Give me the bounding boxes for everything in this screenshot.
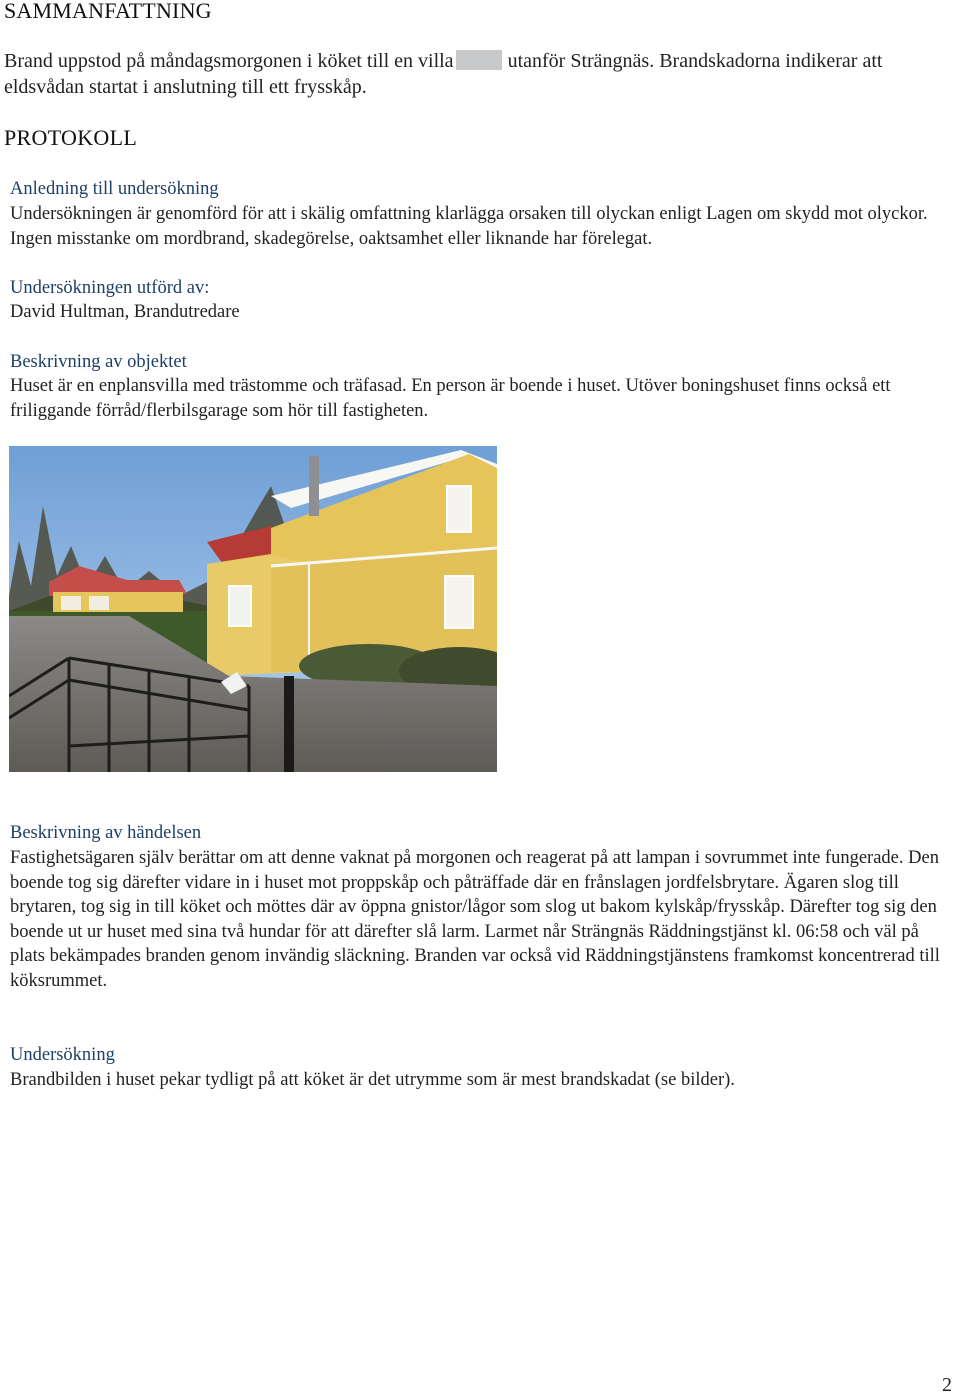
- summary-text-before: Brand uppstod på måndagsmorgonen i köket till en villa: [4, 50, 454, 72]
- section-title-investigator: Undersökningen utförd av:: [10, 278, 210, 298]
- section-text-investigator: David Hultman, Brandutredare: [10, 302, 240, 322]
- redacted-block: [456, 50, 502, 70]
- section-text-event: Fastighetsägaren själv berättar om att denne vaknat på morgonen och reagerat på att lampan i sovrummet inte fungerade. Den boende tog sig därefter vidare in i huset mot proppskåp och påträffade där en frånslagen jordfelsbrytare. Ägaren slog till brytaren, tog sig in till köket och möttes där av öppna gnistor/lågor som slog ut bakom kylskåp/frysskåp. Därefter tog sig den boende ut ur huset med sina två hundar för att därefter slå larm. Larmet når Strängnäs Räddningstjänst kl. 06:58 och väl på plats bekämpades branden genom invändig släckning. Branden var också vid Räddningstjänstens framkomst koncentrerad till köksrummet.: [10, 848, 940, 991]
- protocol-heading: PROTOKOLL: [4, 125, 138, 150]
- section-text-investigation: Brandbilden i huset pekar tydligt på att köket är det utrymme som är mest brandskadat (se bilder).: [10, 1070, 735, 1090]
- section-title-investigation: Undersökning: [10, 1045, 115, 1065]
- house-photo-illustration: [9, 446, 497, 772]
- summary-paragraph: [4, 48, 956, 100]
- section-title-event: Beskrivning av händelsen: [10, 823, 202, 843]
- house-photo: [9, 446, 497, 772]
- section-title-reason: Anledning till undersökning: [10, 179, 219, 199]
- summary-text-after: utanför Strängnäs. Brandskadorna indikerar att eldsvådan startat i anslutning till ett frysskåp.: [4, 50, 883, 98]
- section-text-object: Huset är en enplansvilla med trästomme och träfasad. En person är boende i huset. Utöver boningshuset finns också ett friliggande förråd/flerbilsgarage som hör till fastigheten.: [10, 376, 891, 421]
- section-text-reason: Undersökningen är genomförd för att i skälig omfattning klarlägga orsaken till olyckan enligt Lagen om skydd mot olyckor. Ingen misstanke om mordbrand, skadegörelse, oaktsamhet eller liknande har förelegat.: [10, 204, 928, 249]
- summary-heading: SAMMANFATTNING: [4, 0, 212, 23]
- page-number: 2: [942, 1374, 952, 1396]
- section-title-object: Beskrivning av objektet: [10, 352, 187, 372]
